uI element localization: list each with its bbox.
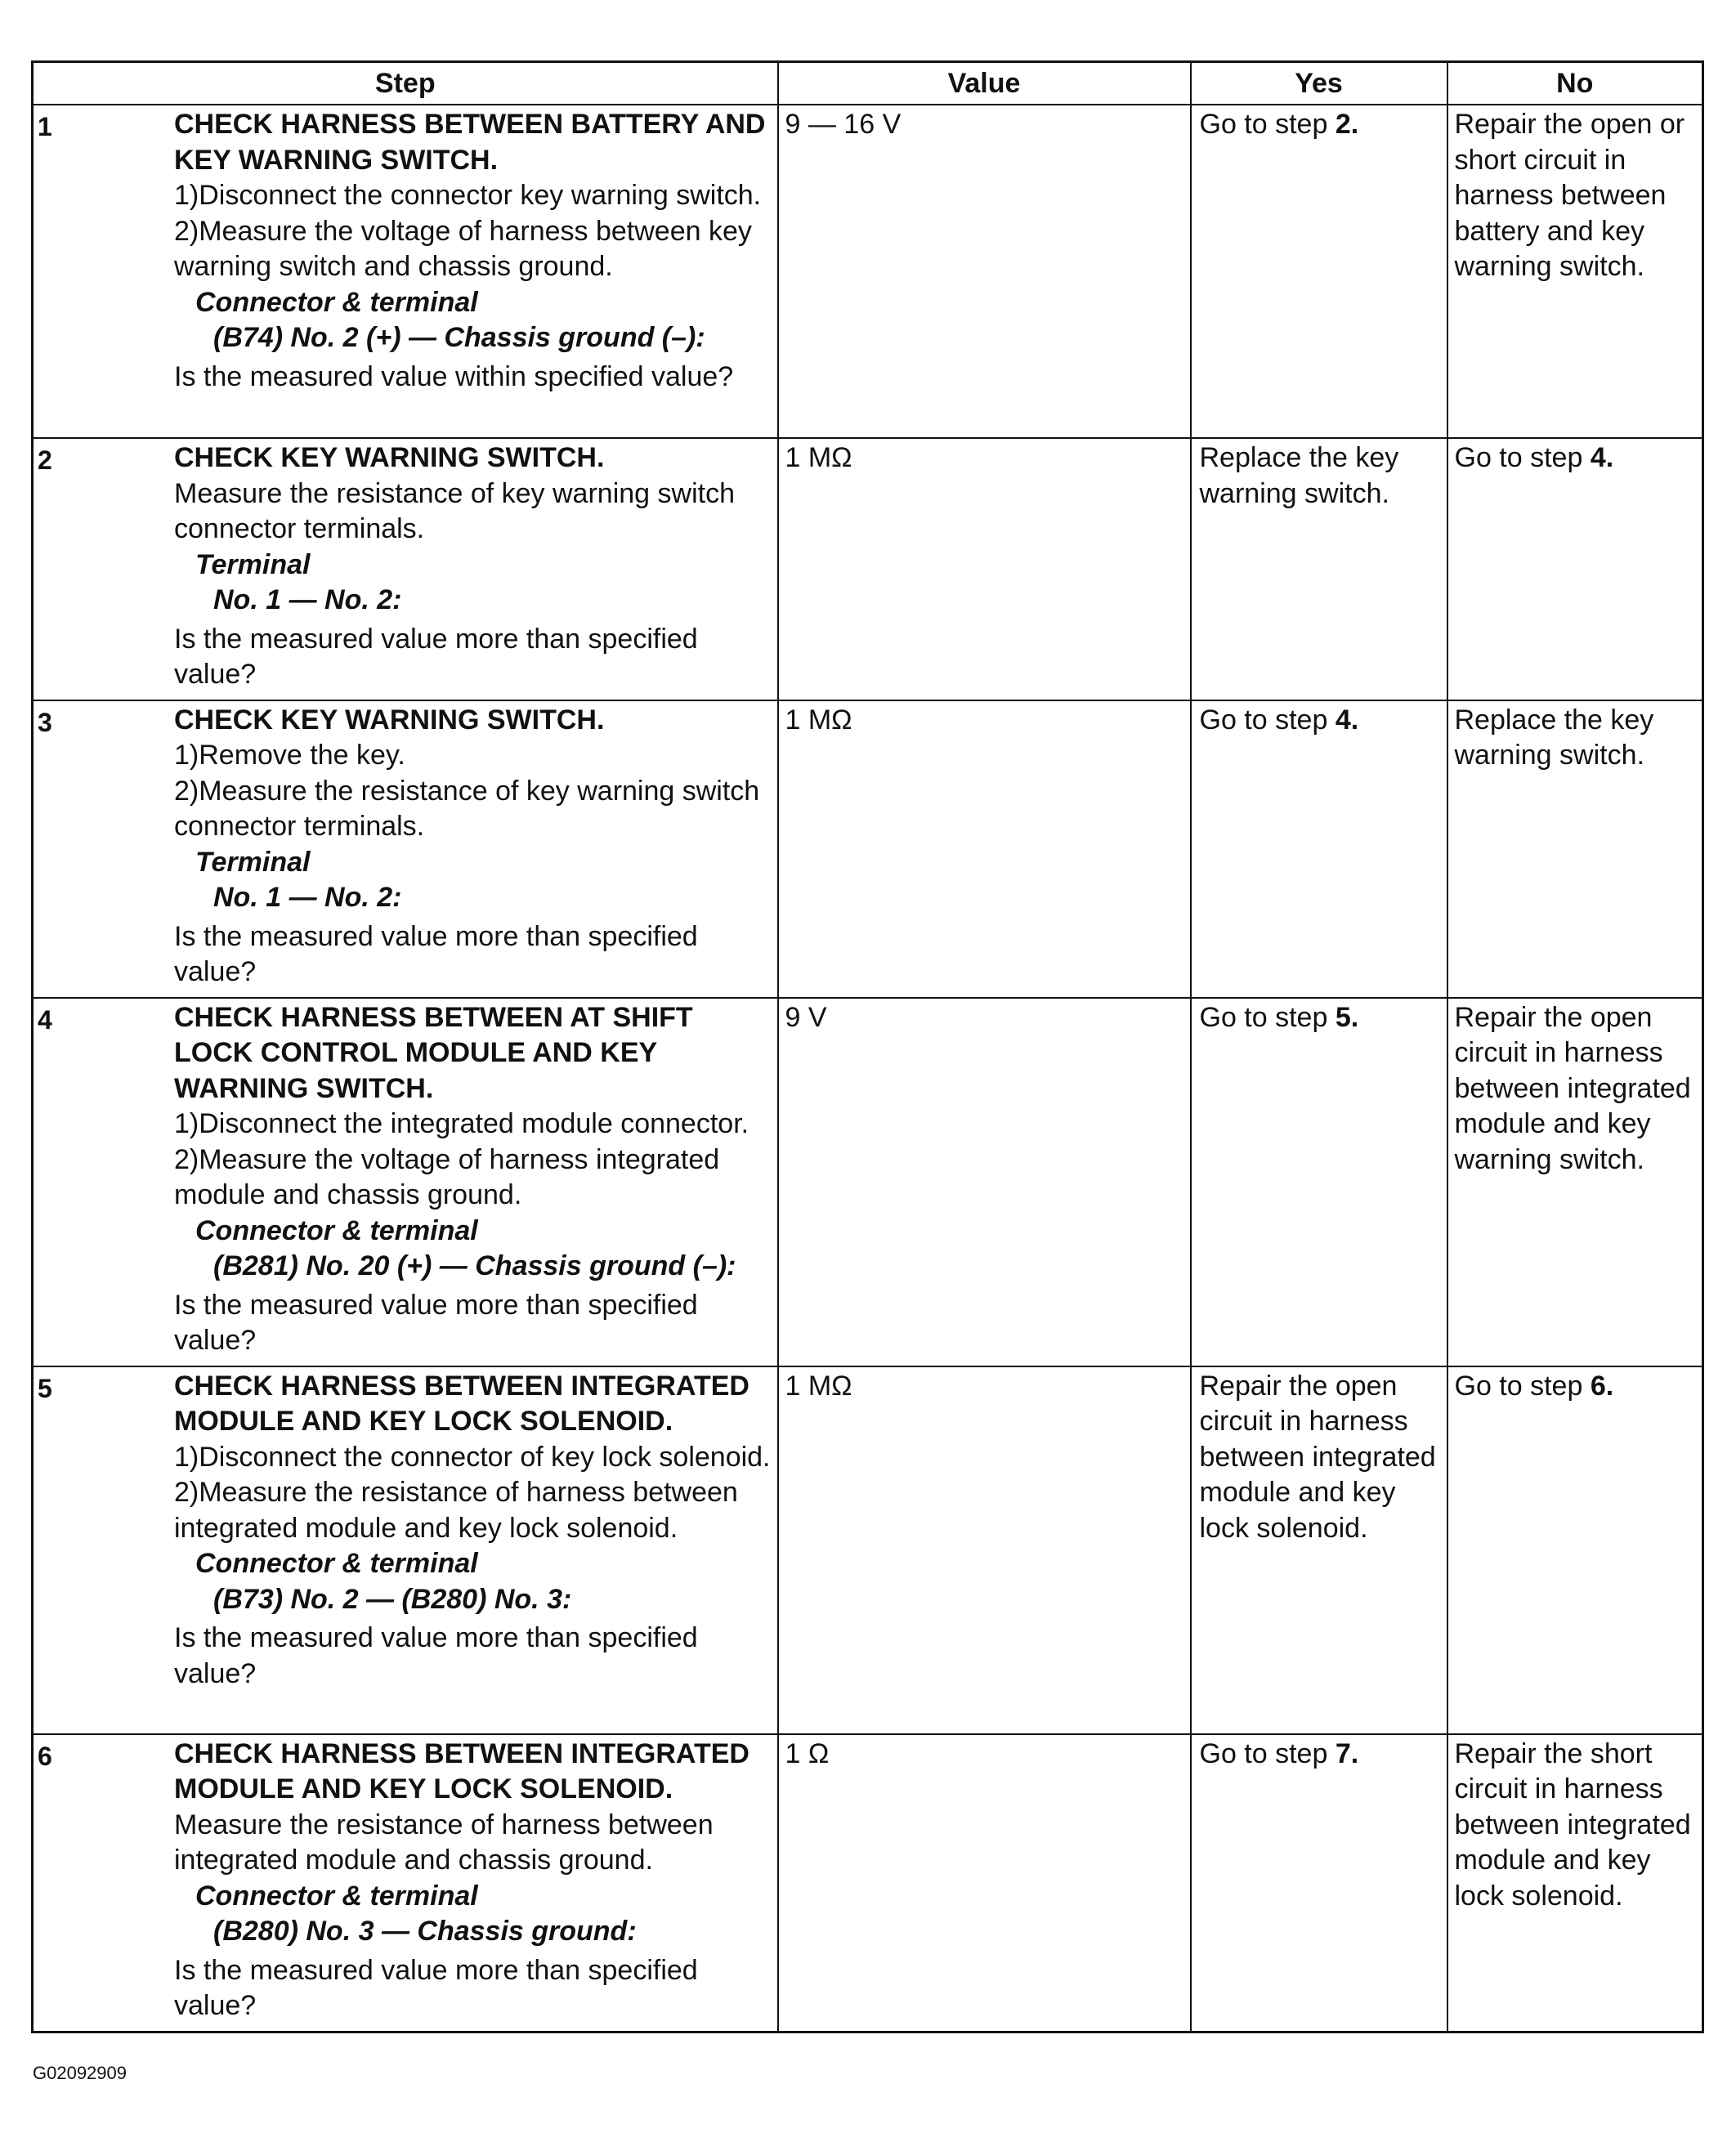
yes-action: Replace the key warning switch. — [1199, 442, 1399, 509]
table-row — [33, 1366, 1703, 1734]
step-number: 5 — [38, 1373, 52, 1403]
step-instruction: 2)Measure the voltage of harness between key warning switch and chassis ground. — [174, 215, 752, 282]
step-terminal-spec: (B74) No. 2 (+) — Chassis ground (–): — [213, 322, 705, 353]
table-row — [33, 105, 1703, 438]
yes-action: Go to step 7. — [1199, 1737, 1359, 1769]
goto-step-number: 4. — [1590, 442, 1614, 473]
step-cell — [33, 1366, 778, 1734]
step-number: 2 — [38, 445, 52, 475]
value-cell — [778, 105, 1191, 438]
table-row — [33, 1734, 1703, 2032]
step-title: CHECK HARNESS BETWEEN BATTERY AND KEY WARNING SWITCH. — [174, 109, 766, 176]
yes-action: Go to step 5. — [1199, 1001, 1359, 1033]
step-terminal-label: Connector & terminal — [195, 1548, 478, 1579]
step-terminal-label: Connector & terminal — [195, 1880, 478, 1912]
yes-cell — [1191, 998, 1447, 1366]
step-terminal-label: Terminal — [195, 846, 311, 878]
step-cell — [33, 105, 778, 438]
no-action: Repair the open circuit in harness between integrated module and key warning switch. — [1454, 1001, 1691, 1175]
step-cell — [33, 1734, 778, 2032]
step-instruction: 2)Measure the voltage of harness integrated module and chassis ground. — [174, 1143, 720, 1210]
header-no: No — [1447, 62, 1703, 105]
step-number: 6 — [38, 1741, 52, 1771]
yes-action: Go to step 4. — [1199, 704, 1359, 736]
no-cell — [1447, 438, 1703, 700]
no-action: Repair the short circuit in harness between integrated module and key lock solenoid. — [1454, 1737, 1691, 1912]
step-number: 4 — [38, 1004, 52, 1035]
table-row — [33, 700, 1703, 998]
no-cell — [1447, 105, 1703, 438]
header-row — [33, 62, 1703, 105]
step-number: 3 — [38, 707, 52, 737]
table-row — [33, 438, 1703, 700]
spec-value: 1 MΩ — [785, 442, 852, 473]
step-terminal-spec: No. 1 — No. 2: — [213, 584, 402, 615]
step-instruction: 1)Disconnect the integrated module connector. — [174, 1108, 749, 1139]
header-value: Value — [778, 62, 1191, 105]
header-step: Step — [33, 62, 778, 105]
step-instruction: Measure the resistance of key warning switch connector terminals. — [174, 477, 735, 544]
table-row — [33, 998, 1703, 1366]
step-cell — [33, 998, 778, 1366]
step-terminal-label: Connector & terminal — [195, 1214, 478, 1246]
step-cell — [33, 438, 778, 700]
step-question: Is the measured value more than specified value? — [174, 623, 698, 690]
no-cell — [1447, 700, 1703, 998]
figure-code: G02092909 — [33, 2063, 127, 2083]
step-question: Is the measured value more than specified value? — [174, 1954, 698, 2021]
goto-step-number: 2. — [1335, 109, 1359, 140]
step-terminal-label: Terminal — [195, 548, 311, 580]
step-title: CHECK KEY WARNING SWITCH. — [174, 704, 605, 736]
no-action: Replace the key warning switch. — [1454, 704, 1654, 771]
step-title: CHECK HARNESS BETWEEN AT SHIFT LOCK CONTROL MODULE AND KEY WARNING SWITCH. — [174, 1001, 693, 1104]
yes-cell — [1191, 105, 1447, 438]
step-instruction: 2)Measure the resistance of key warning switch connector terminals. — [174, 775, 760, 842]
step-title: CHECK HARNESS BETWEEN INTEGRATED MODULE AND KEY LOCK SOLENOID. — [174, 1370, 749, 1437]
goto-step-number: 6. — [1590, 1370, 1614, 1402]
header-yes: Yes — [1191, 62, 1447, 105]
step-number: 1 — [38, 112, 52, 141]
step-title: CHECK HARNESS BETWEEN INTEGRATED MODULE AND KEY LOCK SOLENOID. — [174, 1737, 749, 1804]
value-cell — [778, 1366, 1191, 1734]
step-terminal-label: Connector & terminal — [195, 286, 478, 318]
value-cell — [778, 438, 1191, 700]
value-cell — [778, 1734, 1191, 2032]
step-terminal-spec: (B281) No. 20 (+) — Chassis ground (–): — [213, 1250, 736, 1281]
step-terminal-spec: No. 1 — No. 2: — [213, 882, 402, 913]
no-action: Go to step 4. — [1454, 442, 1614, 473]
diagnostic-table — [31, 60, 1704, 2033]
step-question: Is the measured value more than specified value? — [174, 1622, 698, 1689]
yes-cell — [1191, 1366, 1447, 1734]
spec-value: 9 V — [785, 1001, 827, 1033]
yes-cell — [1191, 700, 1447, 998]
yes-action: Repair the open circuit in harness between integrated module and key lock solenoid. — [1199, 1370, 1436, 1544]
no-cell — [1447, 1366, 1703, 1734]
step-question: Is the measured value within specified value? — [174, 360, 734, 392]
spec-value: 1 MΩ — [785, 1370, 852, 1402]
step-instruction: 1)Disconnect the connector key warning switch. — [174, 180, 762, 211]
goto-step-number: 4. — [1335, 704, 1359, 736]
step-cell — [33, 700, 778, 998]
step-terminal-spec: (B280) No. 3 — Chassis ground: — [213, 1916, 637, 1947]
value-cell — [778, 700, 1191, 998]
step-title: CHECK KEY WARNING SWITCH. — [174, 442, 605, 473]
step-question: Is the measured value more than specified value? — [174, 1289, 698, 1356]
yes-cell — [1191, 1734, 1447, 2032]
step-question: Is the measured value more than specified value? — [174, 920, 698, 987]
step-instruction: 1)Remove the key. — [174, 740, 405, 771]
step-instruction: Measure the resistance of harness between integrated module and chassis ground. — [174, 1809, 714, 1876]
goto-step-number: 7. — [1335, 1737, 1359, 1769]
no-action: Repair the open or short circuit in harness between battery and key warning switch. — [1454, 109, 1685, 282]
value-cell — [778, 998, 1191, 1366]
step-instruction: 2)Measure the resistance of harness between integrated module and key lock solenoid. — [174, 1477, 738, 1544]
yes-cell — [1191, 438, 1447, 700]
no-cell — [1447, 1734, 1703, 2032]
spec-value: 9 — 16 V — [785, 109, 902, 140]
goto-step-number: 5. — [1335, 1001, 1359, 1033]
step-instruction: 1)Disconnect the connector of key lock solenoid. — [174, 1441, 771, 1473]
yes-action: Go to step 2. — [1199, 109, 1359, 140]
no-cell — [1447, 998, 1703, 1366]
spec-value: 1 Ω — [785, 1737, 830, 1769]
no-action: Go to step 6. — [1454, 1370, 1614, 1402]
step-terminal-spec: (B73) No. 2 — (B280) No. 3: — [213, 1583, 572, 1615]
spec-value: 1 MΩ — [785, 704, 852, 736]
